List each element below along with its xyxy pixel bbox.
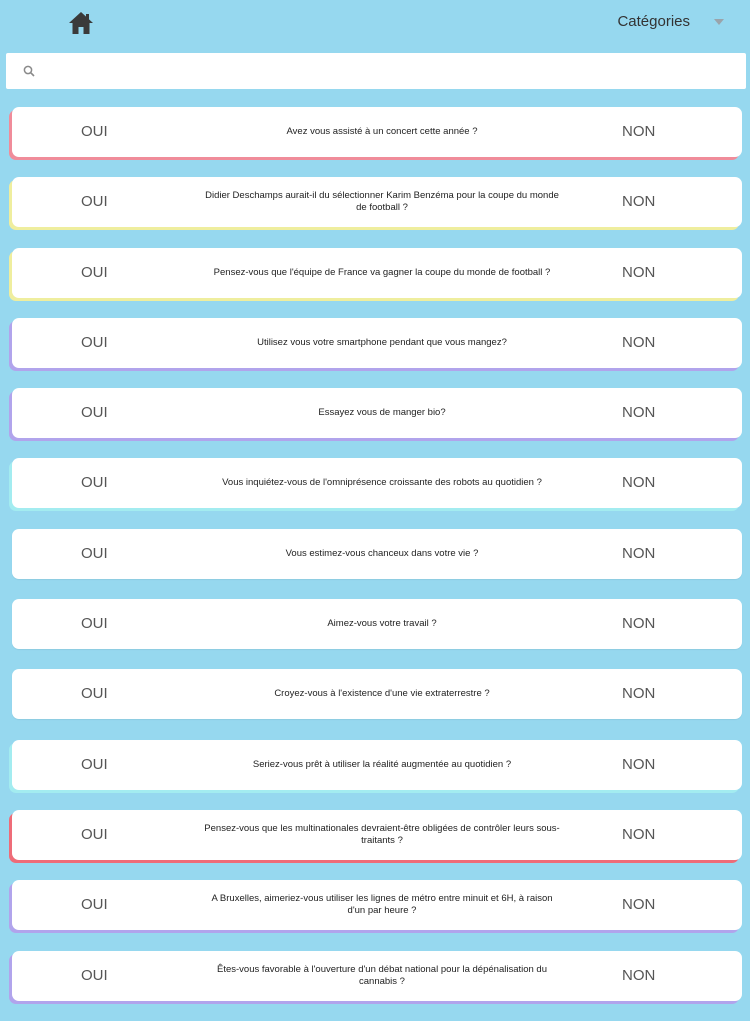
question-card (12, 669, 742, 719)
no-button[interactable]: NON (622, 544, 656, 562)
question-text: Avez vous assisté à un concert cette année ? (286, 126, 478, 137)
yes-button[interactable]: OUI (81, 474, 108, 492)
question-text: Vous estimez-vous chanceux dans votre vie ? (285, 547, 479, 559)
yes-button[interactable]: OUI (81, 193, 108, 211)
no-button[interactable]: NON (622, 193, 656, 211)
yes-button[interactable]: OUI (81, 544, 108, 562)
no-button[interactable]: NON (622, 263, 656, 281)
question-card (12, 810, 742, 860)
categories-dropdown[interactable] (617, 13, 724, 30)
question-text: Pensez-vous que l'équipe de France va gagner la coupe du monde de football ? (213, 266, 551, 278)
question-card (12, 599, 742, 649)
question-card (12, 107, 742, 157)
question-card (12, 388, 742, 438)
yes-button[interactable]: OUI (81, 966, 108, 984)
no-button[interactable]: NON (622, 685, 656, 703)
no-button[interactable]: NON (622, 404, 656, 422)
question-text: Seriez-vous prêt à utiliser la réalité augmentée au quotidien ? (252, 758, 512, 770)
no-button[interactable]: NON (622, 123, 656, 140)
yes-button[interactable]: OUI (81, 896, 108, 914)
no-button[interactable]: NON (622, 966, 656, 984)
question-card (12, 951, 742, 1001)
yes-button[interactable]: OUI (81, 333, 108, 351)
question-card (12, 740, 742, 790)
no-button[interactable]: NON (622, 474, 656, 492)
categories-label: Catégories (617, 13, 690, 30)
question-text: Croyez-vous à l'existence d'une vie extraterrestre ? (274, 688, 490, 700)
question-card (12, 529, 742, 579)
question-list (0, 107, 750, 1021)
yes-button[interactable]: OUI (81, 615, 108, 633)
no-button[interactable]: NON (622, 615, 656, 633)
top-bar (0, 0, 750, 48)
question-card (12, 880, 742, 930)
question-card (12, 248, 742, 298)
yes-button[interactable]: OUI (81, 123, 108, 140)
question-text: Aimez-vous votre travail ? (327, 618, 437, 630)
no-button[interactable]: NON (622, 755, 656, 773)
no-button[interactable]: NON (622, 333, 656, 351)
home-button[interactable] (68, 11, 94, 37)
question-card (12, 318, 742, 368)
question-text: Pensez-vous que les multinationales devraient-être obligées de contrôler leurs sous-traitants ? (204, 822, 560, 846)
caret-down-icon (714, 19, 724, 25)
question-text: Utilisez vous votre smartphone pendant que vous mangez? (257, 336, 507, 348)
no-button[interactable]: NON (622, 896, 656, 914)
search-input[interactable] (46, 59, 740, 85)
question-card (12, 458, 742, 508)
yes-button[interactable]: OUI (81, 263, 108, 281)
search-bar (6, 53, 746, 89)
question-card (12, 177, 742, 227)
question-text: Didier Deschamps aurait-il du sélectionner Karim Benzéma pour la coupe du monde de football ? (205, 190, 559, 214)
yes-button[interactable]: OUI (81, 755, 108, 773)
question-text: Essayez vous de manger bio? (318, 407, 446, 419)
question-text: A Bruxelles, aimeriez-vous utiliser les lignes de métro entre minuit et 6H, à raison d'un par heure ? (211, 893, 553, 917)
home-icon (68, 11, 94, 35)
no-button[interactable]: NON (622, 825, 656, 843)
question-text: Vous inquiétez-vous de l'omniprésence croissante des robots au quotidien ? (222, 477, 542, 489)
yes-button[interactable]: OUI (81, 685, 108, 703)
yes-button[interactable]: OUI (81, 825, 108, 843)
question-text: Êtes-vous favorable à l'ouverture d'un débat national pour la dépénalisation du cannabis ? (216, 963, 548, 987)
search-icon (23, 65, 35, 77)
yes-button[interactable]: OUI (81, 404, 108, 422)
